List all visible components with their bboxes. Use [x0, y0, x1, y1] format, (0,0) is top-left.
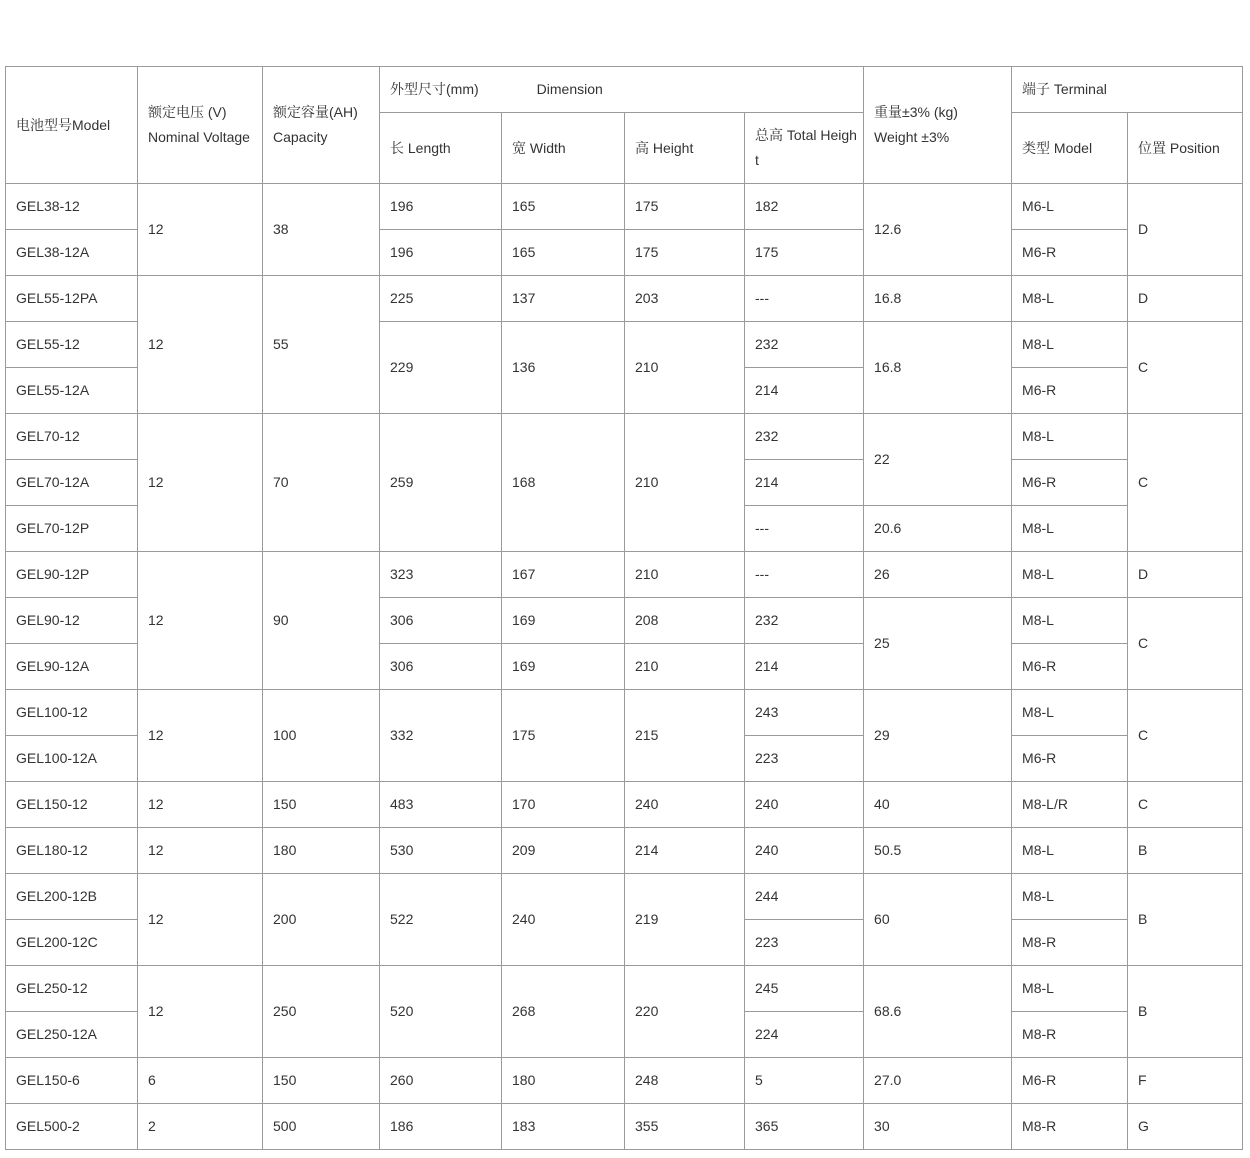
cell-width: 137 [502, 276, 625, 322]
cell-voltage: 12 [138, 414, 263, 552]
cell-terminal: M8-R [1012, 1104, 1128, 1150]
cell-weight: 25 [864, 598, 1012, 690]
cell-capacity: 150 [263, 782, 380, 828]
cell-weight: 29 [864, 690, 1012, 782]
cell-model: GEL38-12 [6, 184, 138, 230]
cell-weight: 20.6 [864, 506, 1012, 552]
cell-total-height: --- [745, 552, 864, 598]
cell-width: 169 [502, 598, 625, 644]
table-row [6, 782, 1243, 828]
cell-total-height: 214 [745, 460, 864, 506]
cell-length: 225 [380, 276, 502, 322]
cell-model: GEL200-12B [6, 874, 138, 920]
cell-height: 175 [625, 230, 745, 276]
cell-model: GEL200-12C [6, 920, 138, 966]
cell-model: GEL90-12A [6, 644, 138, 690]
cell-width: 175 [502, 690, 625, 782]
cell-model: GEL70-12 [6, 414, 138, 460]
cell-height: 248 [625, 1058, 745, 1104]
cell-total-height: 223 [745, 920, 864, 966]
cell-model: GEL70-12A [6, 460, 138, 506]
cell-length: 306 [380, 598, 502, 644]
cell-terminal: M8-L [1012, 828, 1128, 874]
cell-terminal: M6-R [1012, 644, 1128, 690]
cell-terminal: M6-L [1012, 184, 1128, 230]
cell-voltage: 12 [138, 184, 263, 276]
header-terminal-model: 类型 Model [1012, 113, 1128, 184]
cell-total-height: 365 [745, 1104, 864, 1150]
header-width: 宽 Width [502, 113, 625, 184]
cell-terminal: M6-R [1012, 230, 1128, 276]
table-row [6, 874, 1243, 920]
cell-total-height: 232 [745, 322, 864, 368]
cell-total-height: 223 [745, 736, 864, 782]
cell-capacity: 180 [263, 828, 380, 874]
cell-terminal: M8-L [1012, 690, 1128, 736]
cell-position: C [1128, 782, 1243, 828]
cell-model: GEL150-6 [6, 1058, 138, 1104]
cell-model: GEL100-12 [6, 690, 138, 736]
cell-length: 186 [380, 1104, 502, 1150]
header-model: 电池型号Model [6, 67, 138, 184]
cell-length: 520 [380, 966, 502, 1058]
cell-total-height: 214 [745, 644, 864, 690]
cell-model: GEL180-12 [6, 828, 138, 874]
cell-position: D [1128, 276, 1243, 322]
cell-terminal: M6-R [1012, 736, 1128, 782]
cell-voltage: 12 [138, 552, 263, 690]
cell-voltage: 12 [138, 966, 263, 1058]
cell-terminal: M8-R [1012, 920, 1128, 966]
cell-terminal: M6-R [1012, 460, 1128, 506]
cell-voltage: 6 [138, 1058, 263, 1104]
cell-total-height: 245 [745, 966, 864, 1012]
cell-weight: 16.8 [864, 276, 1012, 322]
header-terminal-position: 位置 Position [1128, 113, 1243, 184]
cell-capacity: 200 [263, 874, 380, 966]
cell-total-height: --- [745, 506, 864, 552]
cell-weight: 26 [864, 552, 1012, 598]
cell-height: 210 [625, 552, 745, 598]
cell-model: GEL150-12 [6, 782, 138, 828]
cell-total-height: 224 [745, 1012, 864, 1058]
cell-model: GEL250-12A [6, 1012, 138, 1058]
cell-terminal: M8-L [1012, 598, 1128, 644]
cell-terminal: M8-L [1012, 966, 1128, 1012]
cell-position: C [1128, 690, 1243, 782]
cell-terminal: M8-L [1012, 874, 1128, 920]
cell-height: 210 [625, 644, 745, 690]
cell-length: 530 [380, 828, 502, 874]
cell-capacity: 150 [263, 1058, 380, 1104]
table-row [6, 1058, 1243, 1104]
cell-capacity: 38 [263, 184, 380, 276]
cell-height: 355 [625, 1104, 745, 1150]
cell-model: GEL55-12 [6, 322, 138, 368]
cell-height: 215 [625, 690, 745, 782]
cell-model: GEL55-12PA [6, 276, 138, 322]
cell-weight: 50.5 [864, 828, 1012, 874]
cell-height: 175 [625, 184, 745, 230]
cell-position: C [1128, 598, 1243, 690]
cell-position: G [1128, 1104, 1243, 1150]
header-voltage: 额定电压 (V) Nominal Voltage [138, 67, 263, 184]
cell-length: 196 [380, 230, 502, 276]
cell-terminal: M8-R [1012, 1012, 1128, 1058]
cell-terminal: M8-L [1012, 322, 1128, 368]
cell-width: 167 [502, 552, 625, 598]
cell-total-height: 214 [745, 368, 864, 414]
table-row [6, 690, 1243, 736]
cell-length: 229 [380, 322, 502, 414]
cell-voltage: 12 [138, 828, 263, 874]
cell-voltage: 12 [138, 690, 263, 782]
cell-total-height: --- [745, 276, 864, 322]
cell-position: B [1128, 874, 1243, 966]
header-dimension: 外型尺寸(mm) Dimension [380, 67, 864, 113]
cell-total-height: 240 [745, 782, 864, 828]
header-weight: 重量±3% (kg) Weight ±3% [864, 67, 1012, 184]
cell-capacity: 500 [263, 1104, 380, 1150]
cell-width: 165 [502, 184, 625, 230]
cell-width: 136 [502, 322, 625, 414]
cell-position: D [1128, 552, 1243, 598]
cell-capacity: 55 [263, 276, 380, 414]
cell-model: GEL500-2 [6, 1104, 138, 1150]
cell-weight: 60 [864, 874, 1012, 966]
cell-total-height: 244 [745, 874, 864, 920]
cell-total-height: 232 [745, 414, 864, 460]
cell-model: GEL250-12 [6, 966, 138, 1012]
header-height: 高 Height [625, 113, 745, 184]
table-row [6, 276, 1243, 322]
header-terminal: 端子 Terminal [1012, 67, 1243, 113]
cell-position: D [1128, 184, 1243, 276]
cell-weight: 12.6 [864, 184, 1012, 276]
table-row [6, 552, 1243, 598]
cell-weight: 68.6 [864, 966, 1012, 1058]
cell-weight: 27.0 [864, 1058, 1012, 1104]
cell-terminal: M8-L [1012, 414, 1128, 460]
cell-height: 214 [625, 828, 745, 874]
cell-weight: 40 [864, 782, 1012, 828]
cell-terminal: M8-L [1012, 552, 1128, 598]
cell-width: 165 [502, 230, 625, 276]
cell-weight: 16.8 [864, 322, 1012, 414]
cell-model: GEL100-12A [6, 736, 138, 782]
header-total-height: 总高 Total Height [745, 113, 864, 184]
table-row [6, 1104, 1243, 1150]
cell-height: 220 [625, 966, 745, 1058]
cell-length: 259 [380, 414, 502, 552]
cell-terminal: M8-L/R [1012, 782, 1128, 828]
cell-position: C [1128, 322, 1243, 414]
cell-length: 196 [380, 184, 502, 230]
cell-height: 240 [625, 782, 745, 828]
cell-capacity: 250 [263, 966, 380, 1058]
header-capacity: 额定容量(AH) Capacity [263, 67, 380, 184]
cell-length: 483 [380, 782, 502, 828]
cell-weight: 30 [864, 1104, 1012, 1150]
cell-voltage: 12 [138, 276, 263, 414]
cell-weight: 22 [864, 414, 1012, 506]
cell-total-height: 5 [745, 1058, 864, 1104]
cell-capacity: 70 [263, 414, 380, 552]
cell-width: 180 [502, 1058, 625, 1104]
cell-voltage: 12 [138, 782, 263, 828]
cell-position: F [1128, 1058, 1243, 1104]
cell-voltage: 2 [138, 1104, 263, 1150]
cell-total-height: 240 [745, 828, 864, 874]
cell-total-height: 175 [745, 230, 864, 276]
cell-height: 208 [625, 598, 745, 644]
cell-width: 183 [502, 1104, 625, 1150]
cell-length: 323 [380, 552, 502, 598]
cell-model: GEL55-12A [6, 368, 138, 414]
cell-position: B [1128, 966, 1243, 1058]
cell-model: GEL38-12A [6, 230, 138, 276]
cell-height: 203 [625, 276, 745, 322]
cell-width: 170 [502, 782, 625, 828]
cell-model: GEL90-12 [6, 598, 138, 644]
cell-length: 522 [380, 874, 502, 966]
cell-length: 306 [380, 644, 502, 690]
header-row [6, 67, 1243, 113]
header-length: 长 Length [380, 113, 502, 184]
cell-width: 209 [502, 828, 625, 874]
cell-total-height: 243 [745, 690, 864, 736]
cell-height: 219 [625, 874, 745, 966]
cell-height: 210 [625, 414, 745, 552]
cell-model: GEL90-12P [6, 552, 138, 598]
table-row [6, 828, 1243, 874]
cell-width: 240 [502, 874, 625, 966]
cell-length: 260 [380, 1058, 502, 1104]
cell-model: GEL70-12P [6, 506, 138, 552]
cell-voltage: 12 [138, 874, 263, 966]
table-row [6, 966, 1243, 1012]
table-row [6, 184, 1243, 230]
cell-terminal: M6-R [1012, 368, 1128, 414]
cell-position: B [1128, 828, 1243, 874]
cell-height: 210 [625, 322, 745, 414]
cell-capacity: 90 [263, 552, 380, 690]
table-row [6, 414, 1243, 460]
cell-terminal: M6-R [1012, 1058, 1128, 1104]
cell-width: 169 [502, 644, 625, 690]
cell-position: C [1128, 414, 1243, 552]
battery-spec-table [5, 66, 1243, 1150]
cell-length: 332 [380, 690, 502, 782]
cell-total-height: 232 [745, 598, 864, 644]
cell-terminal: M8-L [1012, 276, 1128, 322]
cell-total-height: 182 [745, 184, 864, 230]
cell-terminal: M8-L [1012, 506, 1128, 552]
cell-width: 168 [502, 414, 625, 552]
cell-width: 268 [502, 966, 625, 1058]
cell-capacity: 100 [263, 690, 380, 782]
